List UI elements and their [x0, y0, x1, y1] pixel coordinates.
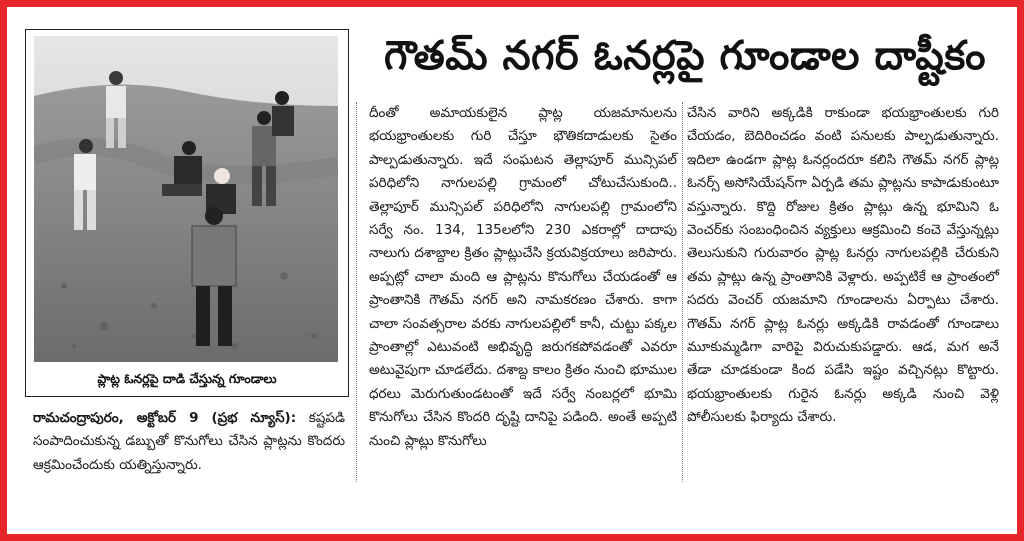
article-column-1 — [33, 407, 345, 477]
photo-caption: ప్లాట్ల ఓనర్లపై దాడి చేస్తున్న గూండాలు — [97, 371, 277, 386]
article-column-3 — [687, 102, 999, 430]
article-column-2 — [369, 102, 677, 453]
column-1-body: కష్టపడి సంపాదించుకున్న డబ్బుతో కొనుగోలు చేసిన ప్లాట్లను కొందరు ఆక్రమించేందుకు యత్నిస్తున్నారు. — [33, 410, 345, 473]
column-2-body: దీంతో అమాయకులైన ప్లాట్ల యజమానులను భయభ్రాంతులకు గురి చేస్తూ భౌతికదాడులకు సైతం పాల్పడుతున్నారు. ఇదే సంఘటన తెల్లాపూర్ మున్సిపల్ పరిధిలోని నాగులపల్లి గ్రామంలో చోటుచేసుకుంది.. తెల్లాపూర్ మున్సిపల్ పరిధిలోని నాగులపల్లి గ్రామంలోని సర్వే నం. 134, 135లలోని 230 ఎకరాల్లో దాదాపు నాలుగు దశాబ్దాల క్రితం ప్లాట్లుచేసి క్రయవిక్రయాలు జరిపారు. అప్పట్లో చాలా మంది ఆ ప్లాట్లను కొనుగోలు చేయడంతో ఆ ప్రాంతానికి గౌతమ్ నగర్ అని నామకరణం చేశారు. కాగా చాలా సంవత్సరాల వరకు నాగులపల్లిలో కానీ, చుట్టు పక్కల ప్రాంతాల్లో ఎటువంటి అభివృద్ధి జరుగకపోవడంతో ఎవరూ అటువైపుగా చూడలేదు. దశాబ్ద కాలం క్రితం నుంచి భూముల ధరలు మెరుగుతుండటంతో ఇదే సర్వే నంబర్లలో భూమి కొనుగోలు చేసిన కొందరి దృష్టి దానిపై పడింది. అంతే అప్పటి నుంచి ప్లాట్లు కొనుగోలు — [369, 105, 677, 449]
headline: గౌతమ్ నగర్ ఓనర్లపై గూండాల దాష్టీకం — [384, 33, 986, 79]
news-photo — [34, 36, 338, 362]
column-divider — [682, 102, 683, 482]
news-photo-image — [34, 36, 338, 362]
column-3-body: చేసిన వారిని అక్కడికి రాకుండా భయభ్రాంతులకు గురి చేయడం, బెదిరించడం వంటి పనులకు పాల్పడుతున్నారు. ఇదిలా ఉండగా ప్లాట్ల ఓనర్లందరూ కలిసి గౌతమ్ నగర్ ప్లాట్ల ఓనర్స్ అసోసియేషన్‌గా ఏర్పడి తమ ప్లాట్లను కాపాడుకుంటూ వస్తున్నారు. కొద్ది రోజుల క్రితం ప్లాట్లు ఉన్న భూమిని ఓ వెంచర్‌కు సంబంధించిన వ్యక్తులు ఆక్రమించి కంచె వేస్తున్నట్లు తెలుసుకుని గురువారం ప్లాట్ల ఓనర్లు నాగులపల్లికి చేరుకుని తమ ప్లాట్లు ఉన్న ప్రాంతానికి వెళ్లారు. అప్పటికే ఆ ప్రాంతంలో సదరు వెంచర్ యజమాని గూండాలను ఏర్పాటు చేశారు. గౌతమ్ నగర్ ప్లాట్ల ఓనర్లు అక్కడికి రావడంతో గూండాలు మూకుమ్మడిగా వారిపై విరుచుకుపడ్డారు. ఆడ, మగ అనే తేడా చూడకుండా కింద పడేసి ఇష్టం వచ్చినట్లు కొట్టారు. భయభ్రాంతులకు గురైన ఓనర్లు అక్కడి నుంచి వెళ్లి పోలీసులకు ఫిర్యాదు చేశారు. — [687, 105, 999, 426]
photo-box — [25, 29, 349, 397]
column-divider — [356, 102, 357, 482]
dateline: రామచంద్రాపురం, అక్టోబర్ 9 (ప్రభ న్యూస్): — [33, 410, 297, 426]
